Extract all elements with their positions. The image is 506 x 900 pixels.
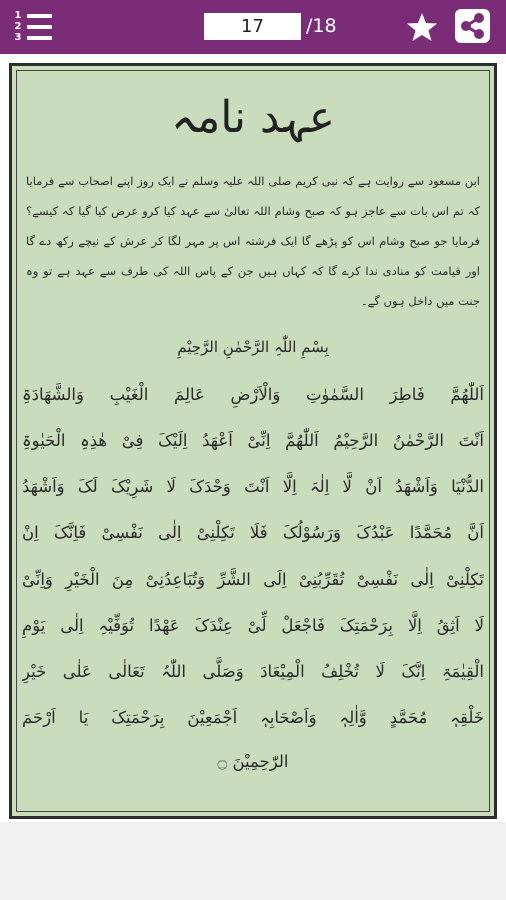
bottom-blank-area [0,822,506,900]
share-icon [455,9,490,43]
intro-paragraph: ابن مسعود سے روایت ہے کہ نبی کریم صلی اللہ علیہ وسلم نے ایک روز اپنے اصحاب سے فرمایا کہ تم اس بات سے عاجز ہو کہ صبح وشام اللہ تعالیٰ سے عہد کیا کرو عرض کیا گیا کہ کیسے؟ فرمایا جو صبح وشام اس کو پڑھے گا ایک فرشتہ اس پر مہر لگا کر عرش کے نیچے رکھ دے گا اور قیامت کو منادی ندا کرے گا کہ کہاں ہیں جن کے پاس اللہ کی طرف سے عہد ہے تو وہ جنت میں داخل ہوں گے۔ [26,174,480,308]
dua-line: تَکِلْنِیْ اِلٰی نَفْسِیْ تُقَرِّبُنِیْ اِلَی الشَّرِّ وَتُبَاعِدُنِیْ مِنَ الْخَیْرِ وَاِنِّیْ [22,570,484,589]
total-pages-label: /18 [306,15,337,37]
page-heading: عہد نامہ [170,92,336,143]
dua-line: اَنَّ مُحَمَّدًا عَبْدُکَ وَرَسُوْلُکَ فَلَا تَکِلْنِیْ اِلٰی نَفْسِیْ فَاِنَّکَ اِنْ [22,523,484,542]
dua-line: خَلْقِہٖ مُحَمَّدٍ وَّاٰلِہٖ وَاَصْحَابِہٖ اَجْمَعِیْنَ بِرَحْمَتِکَ یَا اَرْحَمَ [22,708,484,727]
dua-line: لَا اَثِقُ اِلَّا بِرَحْمَتِکَ فَاجْعَلْ لِّیْ عِنْدَکَ عَھْدًا تُوَفِّیْہِ اِلٰی یَوْمِ [22,616,484,635]
top-toolbar [0,0,506,54]
dua-line: الرّٰحِمِیْنَ ۝ [217,752,289,771]
share-button[interactable] [455,9,490,43]
dua-line: الْقِیٰمَۃِ اِنَّکَ لَا تُخْلِفُ الْمِیْعَادَ وَصَلَّی اللّٰہُ تَعَالٰی عَلٰی خَیْرِ [22,662,484,681]
page-number-input[interactable] [204,13,301,40]
dua-line: الدُّنْیَا وَاَشْھَدُ اَنْ لَّا اِلٰہَ اِلَّا اَنْتَ وَحْدَکَ لَا شَرِیْکَ لَکَ وَاَشْھَدُ [22,477,484,496]
numbered-list-icon: 1 2 3 [14,10,22,43]
book-page [9,63,497,819]
dua-line: اَللّٰھُمَّ فَاطِرَ السَّمٰوٰتِ وَالْاَرْضِ عَالِمَ الْغَیْبِ وَالشَّھَادَۃِ [22,385,484,404]
page-list-button[interactable] [12,10,54,44]
bookmark-button[interactable] [406,12,438,42]
dua-line: اَنْتَ الرَّحْمٰنُ الرَّحِیْمُ اَللّٰھُمَّ اِنِّیْ اَعْھَدُ اِلَیْکَ فِیْ ھٰذِہِ الْحَیٰوۃِ [22,431,484,450]
bismillah-line: بِسْمِ اللّٰہِ الرَّحْمٰنِ الرَّحِیْمِ [177,338,329,356]
star-icon [406,12,438,42]
